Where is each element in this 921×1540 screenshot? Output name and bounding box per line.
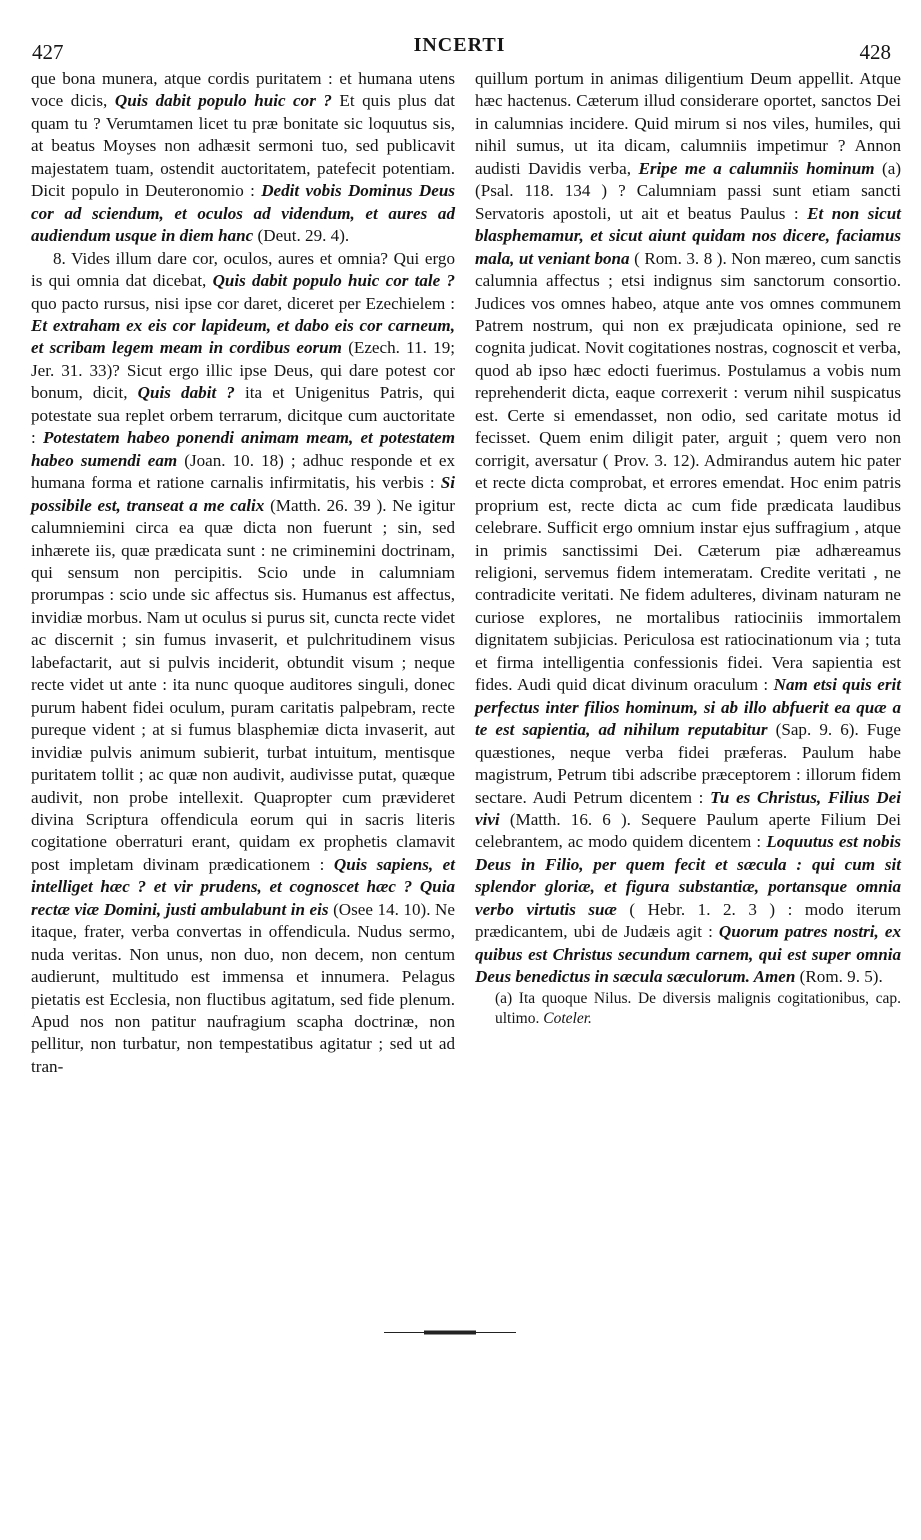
body-text: (Deut. 29. 4). xyxy=(253,226,350,246)
page-header xyxy=(28,34,891,64)
body-text: 8. Vides illum dare cor, oculos, aures et omnia? Qui ergo is qui omnia dat dicebat, xyxy=(31,248,455,291)
body-text: (Osee 14. 10). Ne itaque, frater, verba convertas in offendicula. Nudus sermo, nuda veritas. Non unus, non duo, non decem, non centum audierunt, multitudo est immensa et innumera. Pelagus pietatis est Ecclesia, non fluctibus agitatum, sed fide plenum. Apud nos non patitur naufragium scapha doctrinæ, non pellitur, non turbatur, non tempestatibus agitatur ; sed ut ad tran- xyxy=(31,899,455,1076)
body-text: (a) (Psal. 118. 134 ) ? Calumniam passi sunt etiam sancti Servatoris apostoli, ut ait et beatus Paulus : xyxy=(475,158,902,223)
scripture-quote: Si possibile est, transeat a me calix xyxy=(31,473,455,515)
body-text: (Matth. 16. 6 ). Sequere Paulum aperte Filium Dei celebrantem, ac modo quidem dicentem : xyxy=(475,809,901,852)
footnote-text: Ita quoque Nilus. De diversis malignis cogitationibus, cap. ultimo. xyxy=(495,989,901,1027)
scripture-quote: Quis dabit ? xyxy=(137,383,235,403)
scripture-quote: Tu es Christus, Filius Dei vivi xyxy=(475,787,901,829)
body-text: ita et Unigenitus Patris, qui potestate sua replet orbem terrarum, dicitque cum auctoritate : xyxy=(31,383,455,448)
left_column-paragraph xyxy=(31,68,455,248)
right-column xyxy=(475,68,901,1029)
scripture-quote: Potestatem habeo ponendi animam meam, et potestatem habeo sumendi eam xyxy=(31,428,456,470)
footnote xyxy=(475,989,901,1029)
scripture-quote: Dedit vobis Dominus Deus cor ad sciendum, et oculos ad videndum, et aures ad audiendum usque in diem hanc xyxy=(31,181,455,246)
footnote-author: Coteler. xyxy=(543,1009,592,1027)
body-text: (Matth. 26. 39 ). Ne igitur calumniemini circa ea quæ dicta non fuerunt ; sin, sed inhærete iis, quæ prædicata sunt : ne criminemini doctrinam, qui sensum non percipitis. Scio unde in calumniam prorumpas : scio unde sic affectus sis. Humanus est affectus, invidiæ morbus. Nam ut oculus si purus sit, cuncta recte videt ac discernit ; sin fumus invaserit, et pulchritudinem visus labefactarit, aut si pulvis inciderit, obtundit visum ; neque recte videt ut ante : ita nunc quoque auditores singuli, donec purum habent fidei oculum, puram caritatis palpebram, recte pureque vident ; at si fumus blasphemiæ dicta invaserit, aut invidiæ pulvis animum subierit, turbat intuitum, mentisque puritatem tollit ; ac quæ non audivit, audivisse putat, quæque audivit, non probe intellexit. Quapropter cum prævideret divina Scriptura offendicula eorum qui in sacris literis cogitatione oberraturi erant, quidam ex prophetis clamavit post impletam divinam prædicationem : xyxy=(31,495,455,874)
scripture-quote: Quis sapiens, et intelliget hæc ? et vir prudens, et cognoscet hæc ? Quia rectæ viæ Domini, justi ambulabunt in eis xyxy=(31,854,456,919)
scripture-quote: Et extraham ex eis cor lapideum, et dabo eis cor carneum, et scribam legem meam in cordibus eorum xyxy=(31,315,455,358)
body-text: ( Rom. 3. 8 ). Non mæreo, cum sanctis calumnia affectus ; etsi indignus sim sanctorum consortio. Judices vos omnes habeo, atque ante vos omnes communem Patrem nostrum, qui non ex præjudicata opinione, sed re cognita judicat. Novit cogitationes nostras, cognoscit et verba, quod ab ipso hæc edocti fuerimus. Postulamus a vobis num reprehenderit dicta, eaque correxerit : verum nihil suspicatus est. Certe si emendasset, non odio, sed caritate motus id fecisset. Quem enim diligit pater, arguit ; quem vero non corrigit, aversatur ( Prov. 3. 12). Admirandus autem hic pater et recte dicta comprobat, et errores emendat. Hoc enim patris proprium est, recte dicta ac cum fide prædicata laudibus celebrare. Sufficit ergo omnium instar ejus suffragium , atque in primis sanctissimi Dei. Cæterum piæ adhæreamus religioni, servemus fidem intemeratam. Credite veritati , ne contradicite veritati. Ne fidem adulteres, divinam naturam ne curiose explores, ne mortalibus ratiociniis immortalem dignitatem subjicias. Periculosa est ratiocinationum via ; tuta et firma intelligentia confessionis fidei. Vera sapientia est fides. Audi quid dicat divinum oraculum : xyxy=(475,248,901,695)
body-text: ( Hebr. 1. 2. 3 ) : modo iterum prædicantem, ubi de Judæis agit : xyxy=(475,899,901,942)
right-column-body xyxy=(475,68,901,989)
scripture-quote: Loquutus est nobis Deus in Filio, per quem fecit et sæcula : qui cum sit splendor gloriæ, et figura substantiæ, portansque omnia verbo virtutis suæ xyxy=(475,832,902,919)
footnote-marker: (a) xyxy=(495,989,513,1007)
body-text: (Joan. 10. 18) ; adhuc responde et ex humana forma et ratione carnalis infirmitatis, his verbis : xyxy=(31,450,455,493)
body-text: (Rom. 9. 5). xyxy=(795,967,883,987)
scripture-quote: Quis dabit populo huic cor ? xyxy=(114,91,332,111)
scripture-quote: Nam etsi quis erit perfectus inter filios hominum, si ab illo abfuerit ea quæ a te est sapientia, ad nihilum reputabitur xyxy=(475,675,901,740)
page-number-right: 428 xyxy=(859,40,891,64)
running-title: INCERTI xyxy=(413,34,506,56)
body-text: quo pacto rursus, nisi ipse cor daret, diceret per Ezechielem : xyxy=(31,293,455,313)
scripture-quote: Et non sicut blasphemamur, et sicut aiunt quidam nos dicere, faciamus mala, ut veniant bona xyxy=(475,203,901,268)
scripture-quote: Eripe me a calumniis hominum xyxy=(638,158,875,178)
left-column xyxy=(31,68,455,1078)
body-text: (Sap. 9. 6). Fuge quæstiones, neque verba fidei præferas. Paulum habe magistrum, Petrum tibi adscribe præceptorem : illorum fidem sectare. Audi Petrum dicentem : xyxy=(475,720,901,807)
left_column-paragraph xyxy=(31,248,455,1079)
body-text: (Ezech. 11. 19; Jer. 31. 33)? Sicut ergo illic ipse Deus, qui dare potest cor bonum, dicit, xyxy=(31,338,455,403)
body-text: Et quis plus dat quam tu ? Verumtamen licet tu præ bonitate sic loquutus sis, at beatus Moyses non adhæsit sermoni tuo, sed publicavit majestatem tuam, ostendit auctoritatem, patefecit potentiam. Dicit populo in Deuteronomio : xyxy=(31,91,455,201)
body-text: quillum portum in animas diligentium Deum appellit. Atque hæc hactenus. Cæterum illud considerare oportet, sanctos Dei in calumnias incidere. Quid mirum si nos viles, humiles, qui nihil sumus, ut ita dicam, calumniis impetimur ? Annon audisti Davidis verba, xyxy=(475,69,901,178)
scripture-quote: Quorum patres nostri, ex quibus est Christus secundum carnem, qui est super omnia Deus benedictus in sæcula sæculorum. Amen xyxy=(475,922,901,987)
page-number-left: 427 xyxy=(32,40,64,64)
right_column-paragraph xyxy=(475,68,901,989)
scripture-quote: Quis dabit populo huic cor tale ? xyxy=(212,271,455,291)
end-ornament-rule xyxy=(384,1330,516,1335)
body-text: que bona munera, atque cordis puritatem : et humana utens voce dicis, xyxy=(31,69,455,111)
